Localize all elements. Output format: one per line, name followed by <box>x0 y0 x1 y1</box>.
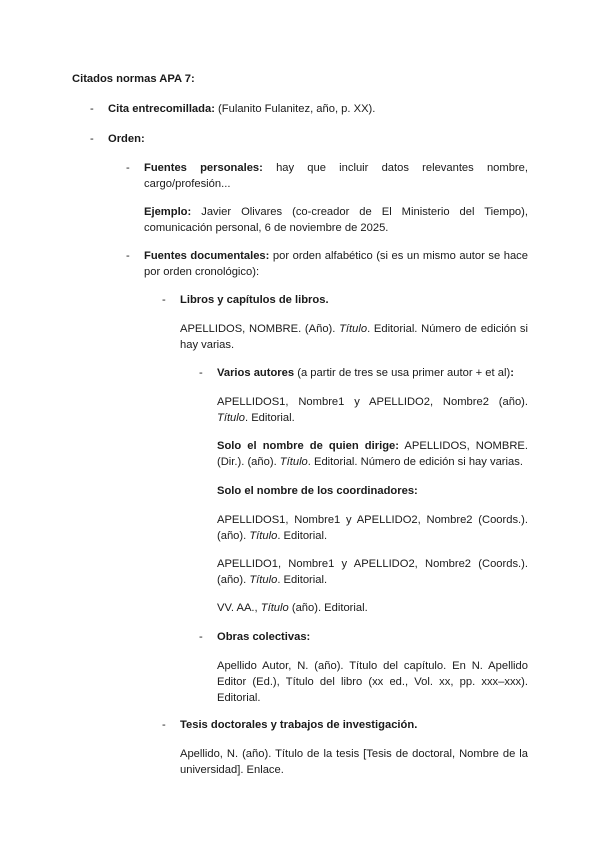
colectivas-item <box>217 629 310 645</box>
reference-text: APELLIDOS1, Nombre1 y APELLIDO2, Nombre2 (Coords.). (año). <box>217 514 528 542</box>
reference-text: . Editorial. Número de edición si hay varias. <box>307 456 523 468</box>
tesis-reference <box>180 746 528 778</box>
varios-label: Varios autores <box>217 367 295 379</box>
bullet-dash: - <box>199 631 203 643</box>
cita-text: (Fulanito Fulanitez, año, p. XX). <box>214 103 376 115</box>
ejemplo-paragraph <box>144 204 528 236</box>
orden-item <box>108 131 145 147</box>
reference-title: Título <box>260 602 289 614</box>
title-text: Citados normas APA 7: <box>72 73 195 85</box>
coordinadores-label: Solo el nombre de los coordinadores: <box>217 485 418 497</box>
coordinadores-reference-1 <box>217 512 528 544</box>
reference-text: APELLIDO1, Nombre1 y APELLIDO2, Nombre2 (Coords.). (año). <box>217 558 528 586</box>
bullet-dash: - <box>199 367 203 379</box>
cita-label: Cita entrecomillada: <box>108 103 215 115</box>
orden-label: Orden: <box>108 133 145 145</box>
reference-text: VV. AA., <box>217 602 261 614</box>
page-title <box>72 71 195 87</box>
vvaa-reference <box>217 600 528 616</box>
ejemplo-text: Javier Olivares (co-creador de El Ministerio del Tiempo), comunicación personal, 6 de noviembre de 2025. <box>144 206 528 234</box>
reference-text: . Editorial. <box>277 530 328 542</box>
varios-text: (a partir de tres se usa primer autor + et al) <box>294 367 511 379</box>
reference-text: APELLIDOS1, Nombre1 y APELLIDO2, Nombre2 (año). <box>217 396 528 408</box>
bullet-dash: - <box>162 294 166 306</box>
tesis-label: Tesis doctorales y trabajos de investigación. <box>180 719 418 731</box>
reference-text: APELLIDOS, NOMBRE. (Dir.). (año). <box>217 440 528 468</box>
coordinadores-reference-2 <box>217 556 528 588</box>
colectivas-label: Obras colectivas: <box>217 631 311 643</box>
ejemplo-label: Ejemplo: <box>144 206 192 218</box>
dirige-label: Solo el nombre de quien dirige: <box>217 440 399 452</box>
libros-label: Libros y capítulos de libros. <box>180 294 329 306</box>
bullet-dash: - <box>162 719 166 731</box>
varios-item <box>217 365 528 381</box>
personales-item <box>144 160 528 192</box>
reference-text: . Editorial. <box>277 574 328 586</box>
bullet-dash: - <box>126 162 130 174</box>
reference-title: Título <box>249 574 278 586</box>
reference-title: Título <box>339 323 368 335</box>
bullet-dash: - <box>90 133 94 145</box>
libros-item <box>180 292 329 308</box>
documentales-item <box>144 248 528 280</box>
bullet-dash: - <box>126 250 130 262</box>
documentales-text: por orden alfabético (si es un mismo autor se hace por orden cronológico): <box>144 250 529 278</box>
reference-text: . Editorial. Número de edición si hay varias. <box>180 323 528 351</box>
dirige-paragraph <box>217 438 528 470</box>
reference-text: Apellido Autor, N. (año). Título del capítulo. En N. Apellido Editor (Ed.), Título del libro (xx ed., Vol. xx, pp. xxx–xxx). Editorial. <box>217 660 528 704</box>
reference-title: Título <box>249 530 278 542</box>
bullet-dash: - <box>90 103 94 115</box>
reference-text: . Editorial. <box>244 412 295 424</box>
libros-reference <box>180 321 528 353</box>
varios-reference <box>217 394 528 426</box>
colectivas-reference <box>217 658 528 706</box>
personales-label: Fuentes personales: <box>144 162 263 174</box>
reference-title: Título <box>217 412 245 424</box>
reference-text: (año). Editorial. <box>288 602 368 614</box>
reference-text: APELLIDOS, NOMBRE. (Año). <box>180 323 340 335</box>
documentales-label: Fuentes documentales: <box>144 250 270 262</box>
reference-title: Título <box>279 456 308 468</box>
reference-text: Apellido, N. (año). Título de la tesis [Tesis de doctoral, Nombre de la universidad]. Enlace. <box>180 748 528 776</box>
tesis-item <box>180 717 417 733</box>
cita-item <box>108 101 528 117</box>
coordinadores-heading <box>217 483 528 499</box>
personales-text: hay que incluir datos relevantes nombre, cargo/profesión... <box>144 162 528 190</box>
varios-colon: : <box>510 367 514 379</box>
